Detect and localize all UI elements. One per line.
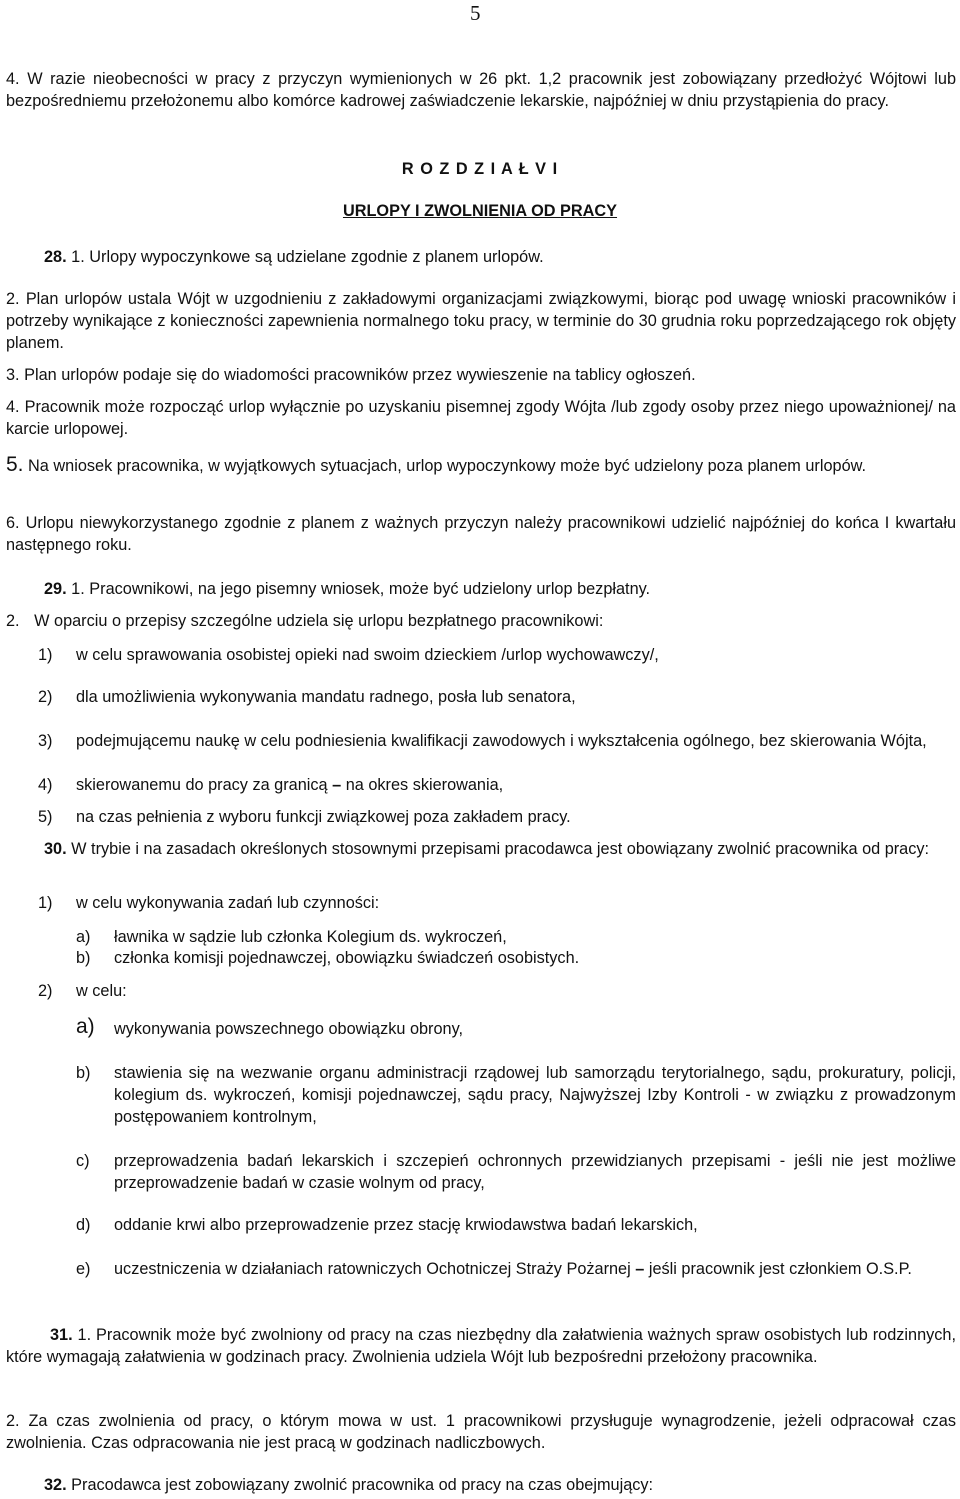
point-number: 1. <box>71 580 85 598</box>
point-text: Plan urlopów ustala Wójt w uzgodnieniu z zakładowymi organizacjami związkowymi, biorąc pod uwagę wnioski pracowników i potrzeby wynikające z konieczności zapewnienia normalnego toku pracy, w terminie do 30 grudnia roku poprzedzającego rok objęty planem. <box>6 290 957 352</box>
point-number: 3. <box>6 366 20 384</box>
point-number: 5. <box>6 453 24 476</box>
paragraph-28-point-2 <box>6 288 956 354</box>
paragraph-32 <box>44 1474 653 1496</box>
paragraph-29-point-2 <box>6 610 603 632</box>
point-number: 2. <box>6 612 20 630</box>
paragraph-number: 29. <box>44 580 67 598</box>
point-number: 4. <box>6 70 20 88</box>
sub-item-text: uczestniczenia w działaniach ratowniczych Ochotniczej Straży Pożarnej – jeśli pracownik jest członkiem O.S.P. <box>114 1260 912 1278</box>
list-item-number: 2) <box>38 982 53 1000</box>
point-number: 1. <box>71 248 85 266</box>
point-text: Na wniosek pracownika, w wyjątkowych sytuacjach, urlop wypoczynkowy może być udzielony poza planem urlopów. <box>28 457 867 475</box>
point-text: Za czas zwolnienia od pracy, o którym mowa w ust. 1 pracownikowi przysługuje wynagrodzenie, jeżeli odpracował czas zwolnienia. Czas odpracowania nie jest pracą w godzinach nadliczbowych. <box>6 1412 956 1452</box>
sub-item-letter: d) <box>76 1216 91 1234</box>
sub-item-text: przeprowadzenia badań lekarskich i szczepień ochronnych przewidzianych przepisami - jeśli nie jest możliwe przeprowadzenie badań w czasie wolnym od pracy, <box>114 1152 956 1192</box>
point-text: Pracownikowi, na jego pisemny wniosek, może być udzielony urlop bezpłatny. <box>89 580 651 598</box>
point-text: W oparciu o przepisy szczególne udziela się urlopu bezpłatnego pracownikowi: <box>34 612 604 630</box>
paragraph-number: 28. <box>44 248 67 266</box>
paragraph-28-point-6 <box>6 512 956 556</box>
paragraph-28-point-1 <box>44 246 544 268</box>
list-item-text: w celu wykonywania zadań lub czynności: <box>76 894 380 912</box>
dash: – <box>635 1260 645 1278</box>
sub-item-text: stawienia się na wezwanie organu administracji rządowej lub samorządu terytorialnego, sądu, prokuratury, policji, kolegium ds. wykroczeń, komisji pojednawczej, sądu pracy, Najwyższej Izby Kontroli - w związku z prowadzonym postępowaniem kontrolnym, <box>114 1064 956 1126</box>
paragraph-text: W trybie i na zasadach określonych stosownymi przepisami pracodawca jest obowiązany zwolnić pracownika od pracy: <box>71 840 930 858</box>
list-item-text: na czas pełnienia z wyboru funkcji związkowej poza zakładem pracy. <box>76 808 571 826</box>
list-item-number: 5) <box>38 808 53 826</box>
sub-item-letter: b) <box>76 1064 91 1082</box>
paragraph-29-point-1 <box>44 578 650 600</box>
sub-item-letter: e) <box>76 1260 91 1278</box>
list-item-text: podejmującemu naukę w celu podniesienia kwalifikacji zawodowych i wykształcenia ogólnego, bez skierowania Wójta, <box>76 732 927 750</box>
point-number: 6. <box>6 514 20 532</box>
sub-item-text: oddanie krwi albo przeprowadzenie przez stację krwiodawstwa badań lekarskich, <box>114 1216 698 1234</box>
list-item-text: skierowanemu do pracy za granicą – na okres skierowania, <box>76 776 504 794</box>
point-text: W razie nieobecności w pracy z przyczyn wymienionych w 26 pkt. 1,2 pracownik jest zobowiązany przedłożyć Wójtowi lub bezpośredniemu przełożonemu albo komórce kadrowej zaświadczenie lekarskie, najpóźniej w dniu przystąpienia do pracy. <box>6 70 956 110</box>
sub-item-text: wykonywania powszechnego obowiązku obrony, <box>114 1020 464 1038</box>
list-item-number: 2) <box>38 688 53 706</box>
point-text: Pracownik może rozpocząć urlop wyłącznie po uzyskaniu pisemnej zgody Wójta /lub zgody osoby przez niego upoważnionej/ na karcie urlopowej. <box>6 398 956 438</box>
list-item-number: 1) <box>38 894 53 912</box>
sub-item-letter: c) <box>76 1152 90 1170</box>
paragraph-number: 32. <box>44 1476 67 1494</box>
paragraph-number: 30. <box>44 840 67 858</box>
point-number: 2. <box>6 1412 20 1430</box>
paragraph-28-point-3 <box>6 364 956 386</box>
sub-item-text: członka komisji pojednawczej, obowiązku świadczeń osobistych. <box>114 949 580 967</box>
point-text: Urlopu niewykorzystanego zgodnie z planem z ważnych przyczyn należy pracownikowi udzielić najpóźniej do końca I kwartału następnego roku. <box>6 514 956 554</box>
point-text: Pracownik może być zwolniony od pracy na czas niezbędny dla załatwienia ważnych spraw osobistych lub rodzinnych, które wymagają załatwienia w godzinach pracy. Zwolnienia udziela Wójt lub bezpośredni przełożony pracownika. <box>6 1326 956 1366</box>
sub-item-letter: a) <box>76 928 91 946</box>
list-item-number: 4) <box>38 776 53 794</box>
chapter-subtitle: URLOPY I ZWOLNIENIA OD PRACY <box>342 202 618 220</box>
point-number: 4. <box>6 398 20 416</box>
paragraph-31-point-1 <box>6 1324 956 1368</box>
paragraph-28-point-5 <box>6 454 956 477</box>
list-item-number: 1) <box>38 646 53 664</box>
paragraph-28-point-4 <box>6 396 956 440</box>
paragraph-text: Pracodawca jest zobowiązany zwolnić pracownika od pracy na czas obejmujący: <box>71 1476 654 1494</box>
paragraph-31-point-2 <box>6 1410 956 1454</box>
paragraph-30-intro <box>6 838 956 860</box>
point-text: Plan urlopów podaje się do wiadomości pracowników przez wywieszenie na tablicy ogłoszeń. <box>24 366 696 384</box>
list-item-text: w celu: <box>76 982 127 1000</box>
point-text: Urlopy wypoczynkowe są udzielane zgodnie z planem urlopów. <box>89 248 544 266</box>
paragraph-27-point-4 <box>6 68 956 112</box>
paragraph-number: 31. <box>50 1326 73 1344</box>
point-number: 2. <box>6 290 20 308</box>
chapter-title: R O Z D Z I A Ł V I <box>401 160 559 178</box>
list-item-number: 3) <box>38 732 53 750</box>
list-item-text: w celu sprawowania osobistej opieki nad swoim dzieckiem /urlop wychowawczy/, <box>76 646 659 664</box>
point-number: 1. <box>77 1326 92 1344</box>
sub-item-letter: a) <box>76 1015 95 1038</box>
page-number: 5 <box>470 1 481 25</box>
dash: – <box>332 776 342 794</box>
sub-item-letter: b) <box>76 949 91 967</box>
sub-item-text: ławnika w sądzie lub członka Kolegium ds. wykroczeń, <box>114 928 507 946</box>
list-item-text: dla umożliwienia wykonywania mandatu radnego, posła lub senatora, <box>76 688 576 706</box>
